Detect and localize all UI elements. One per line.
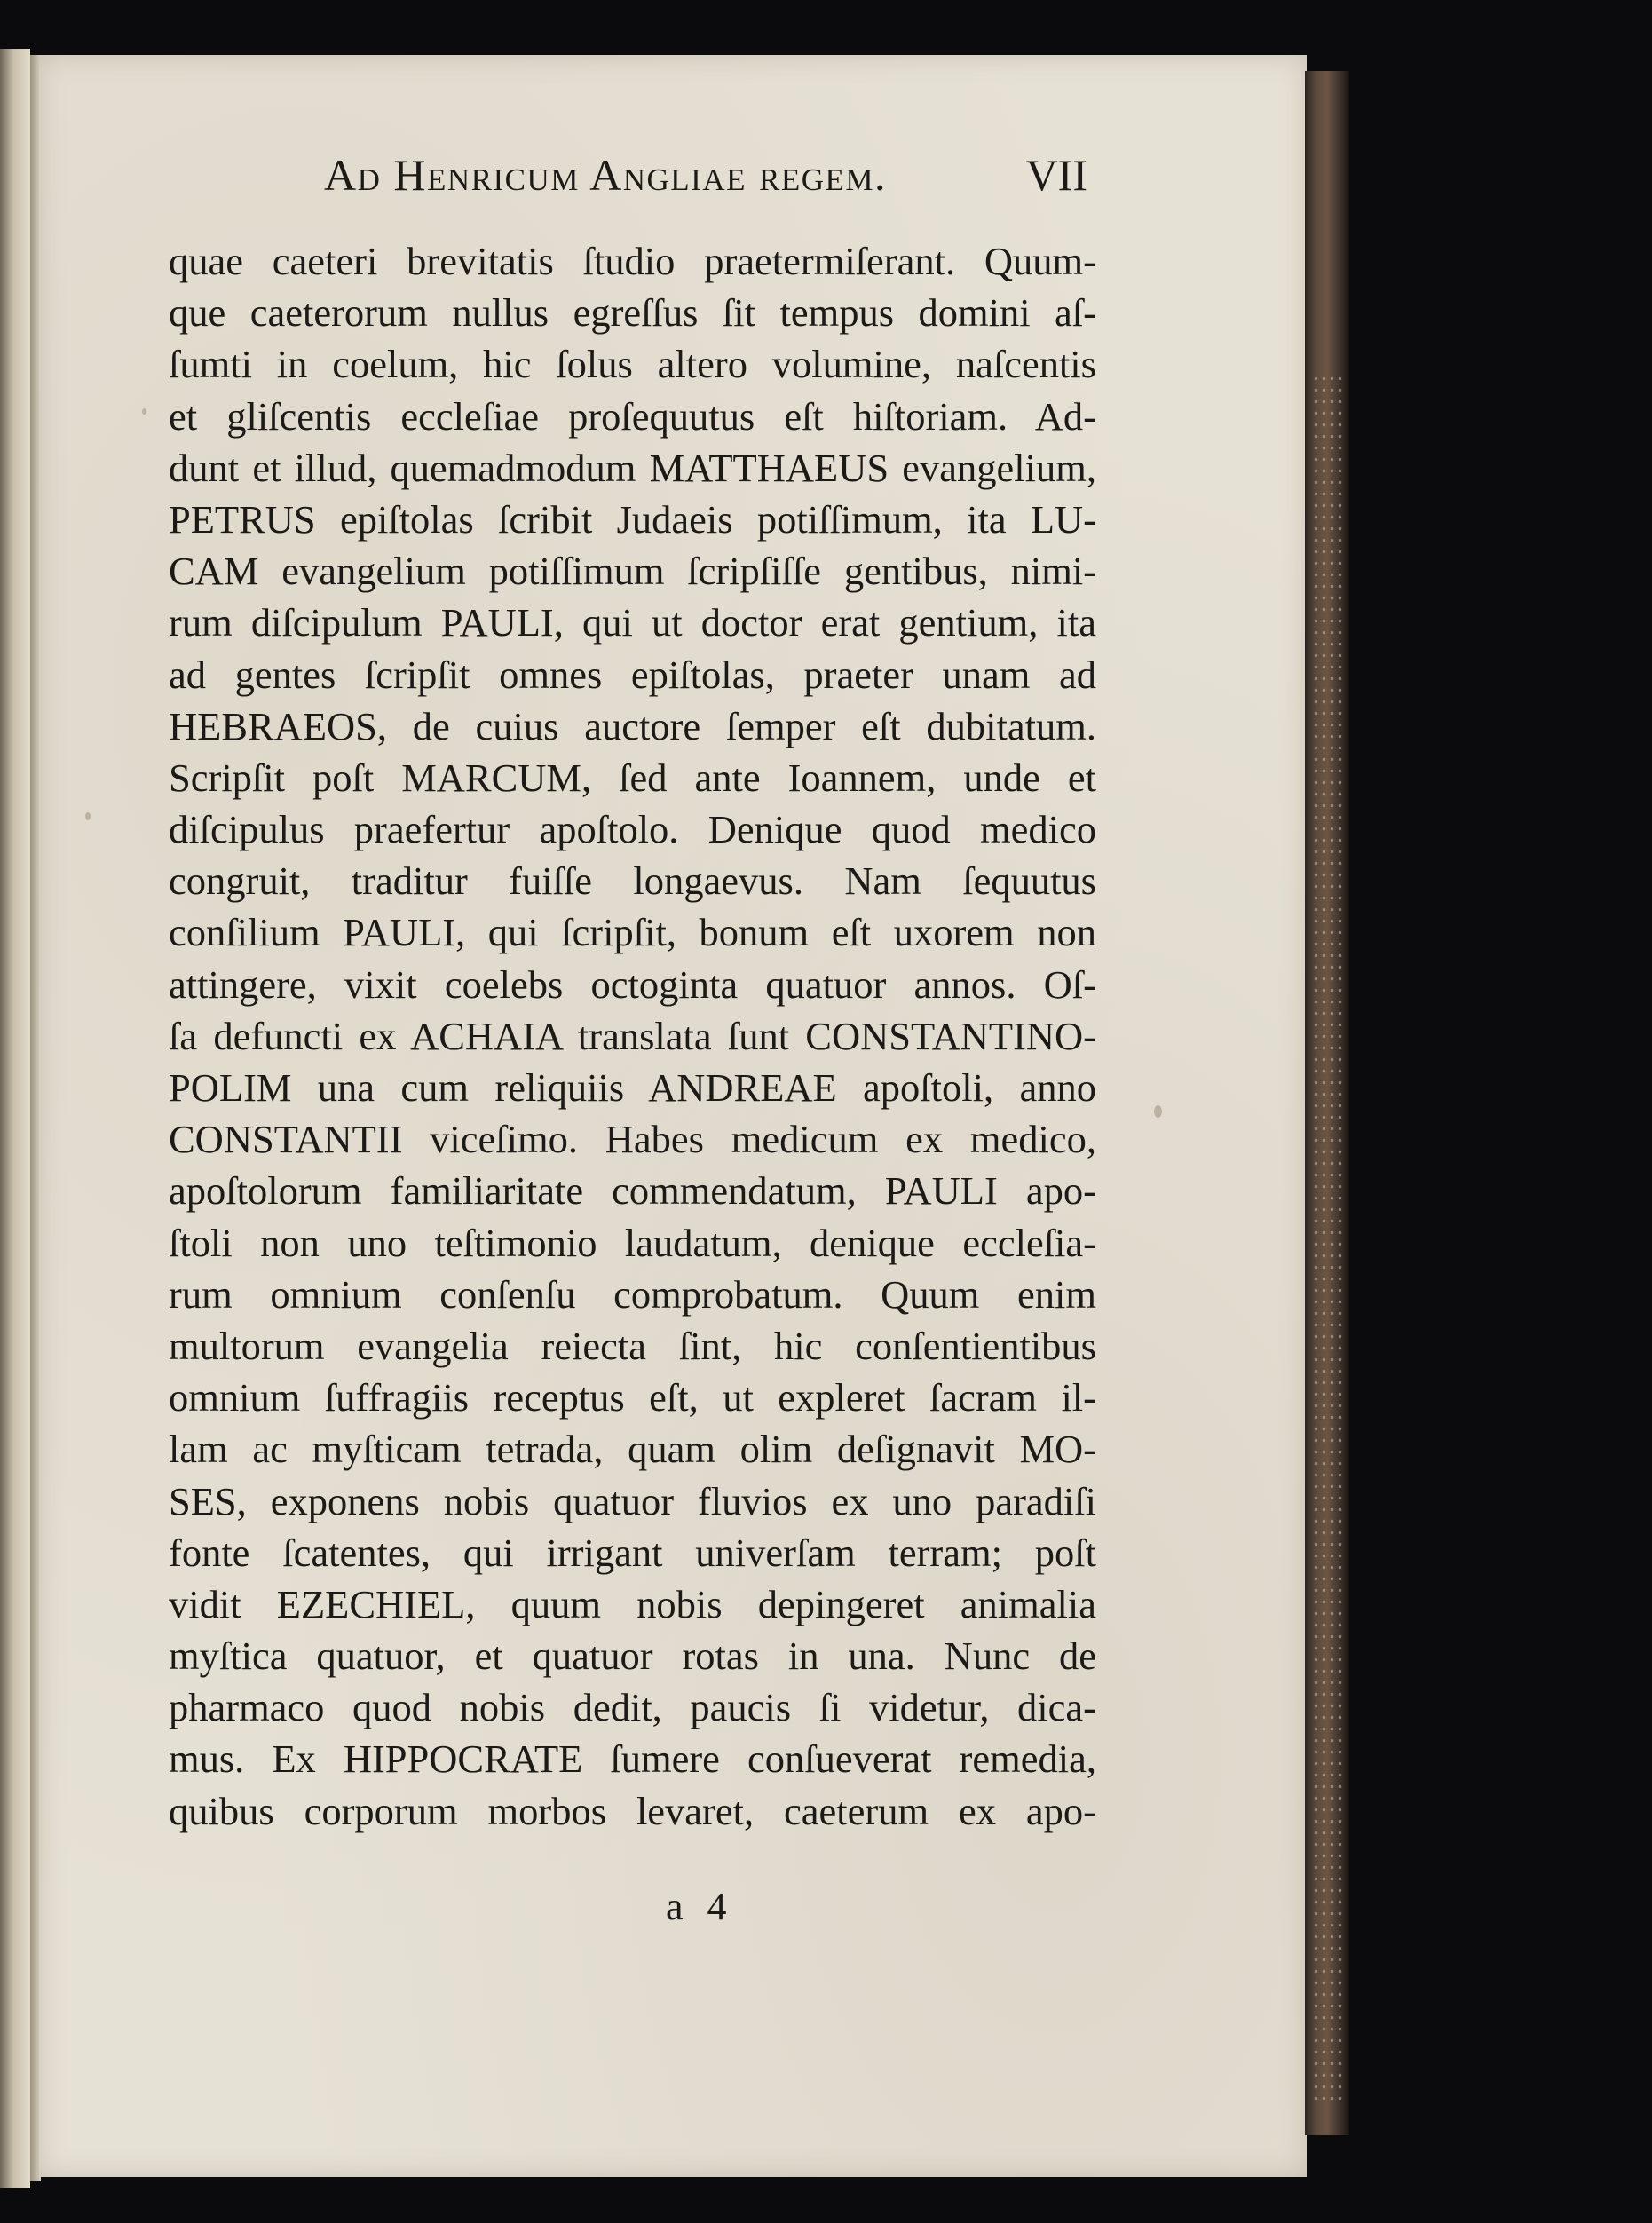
text-line: Scripſit poſt MARCUM, ſed ante Ioannem, unde et bbox=[169, 755, 1096, 800]
text-line: congruit, traditur fuiſſe longaevus. Nam ſequutus bbox=[169, 858, 1096, 904]
text-line: POLIM una cum reliquiis ANDREAE apoſtoli, anno bbox=[169, 1065, 1096, 1110]
text-line: apoſtolorum familiaritate commendatum, PAULI apo- bbox=[169, 1168, 1096, 1214]
text-line: lam ac myſticam tetrada, quam olim deſignavit MO- bbox=[169, 1427, 1096, 1472]
text-line: CONSTANTII viceſimo. Habes medicum ex medico, bbox=[169, 1117, 1096, 1162]
text-line: vidit EZECHIEL, quum nobis depingeret animalia bbox=[169, 1581, 1096, 1626]
text-line: CAM evangelium potiſſimum ſcripſiſſe gentibus, nimi- bbox=[169, 549, 1096, 594]
ink-spot bbox=[1154, 1105, 1162, 1118]
text-line: PETRUS epiſtolas ſcribit Judaeis potiſſimum, ita LU- bbox=[169, 496, 1096, 542]
text-line: omnium ſuffragiis receptus eſt, ut expleret ſacram il- bbox=[169, 1375, 1096, 1420]
book-edge-texture bbox=[1312, 373, 1346, 2104]
running-header bbox=[324, 149, 1087, 211]
text-line: conſilium PAULI, qui ſcripſit, bonum eſt uxorem non bbox=[169, 910, 1096, 955]
text-line: quibus corporum morbos levaret, caeterum ex apo- bbox=[169, 1788, 1096, 1833]
text-line: SES, exponens nobis quatuor fluvios ex uno paradiſi bbox=[169, 1478, 1096, 1523]
text-line: rum omnium conſenſu comprobatum. Quum enim bbox=[169, 1271, 1096, 1317]
text-line: diſcipulus praefertur apoſtolo. Denique quod medico bbox=[169, 807, 1096, 852]
text-line: mus. Ex HIPPOCRATE ſumere conſueverat remedia, bbox=[169, 1736, 1096, 1782]
text-line: quae caeteri brevitatis ſtudio praetermiſerant. Quum- bbox=[169, 239, 1096, 283]
text-line: fonte ſcatentes, qui irrigant univerſam terram; poſt bbox=[169, 1530, 1096, 1575]
paper-speck bbox=[85, 812, 91, 820]
text-line: myſtica quatuor, et quatuor rotas in una. Nunc de bbox=[169, 1634, 1096, 1679]
text-line: ad gentes ſcripſit omnes epiſtolas, praeter unam ad bbox=[169, 652, 1096, 697]
text-line: dunt et illud, quemadmodum MATTHAEUS evangelium, bbox=[169, 445, 1096, 490]
text-line: HEBRAEOS, de cuius auctore ſemper eſt dubitatum. bbox=[169, 703, 1096, 748]
paper-speck bbox=[142, 408, 146, 415]
text-line: multorum evangelia reiecta ſint, hic conſentientibus bbox=[169, 1323, 1096, 1368]
running-title: Ad Henricum Angliae regem. bbox=[324, 150, 887, 200]
text-line: ſa defuncti ex ACHAIA translata ſunt CONSTANTINO- bbox=[169, 1013, 1096, 1058]
text-line: ſumti in coelum, hic ſolus altero volumine, naſcentis bbox=[169, 342, 1096, 387]
text-line: que caeterorum nullus egreſſus ſit tempus domini aſ- bbox=[169, 290, 1096, 336]
text-line: et gliſcentis eccleſiae proſequutus eſt hiſtoriam. Ad- bbox=[169, 393, 1096, 439]
text-line: pharmaco quod nobis dedit, paucis ſi videtur, dica- bbox=[169, 1685, 1096, 1730]
signature-mark: a 4 bbox=[666, 1885, 734, 1928]
page-number: VII bbox=[1025, 150, 1087, 200]
previous-page-edge bbox=[0, 49, 30, 2188]
text-line: ſtoli non uno teſtimonio laudatum, denique eccleſia- bbox=[169, 1220, 1096, 1265]
body-text bbox=[169, 235, 1096, 1837]
text-line: rum diſcipulum PAULI, qui ut doctor erat gentium, ita bbox=[169, 600, 1096, 645]
text-line: attingere, vixit coelebs octoginta quatuor annos. Oſ- bbox=[169, 961, 1096, 1007]
